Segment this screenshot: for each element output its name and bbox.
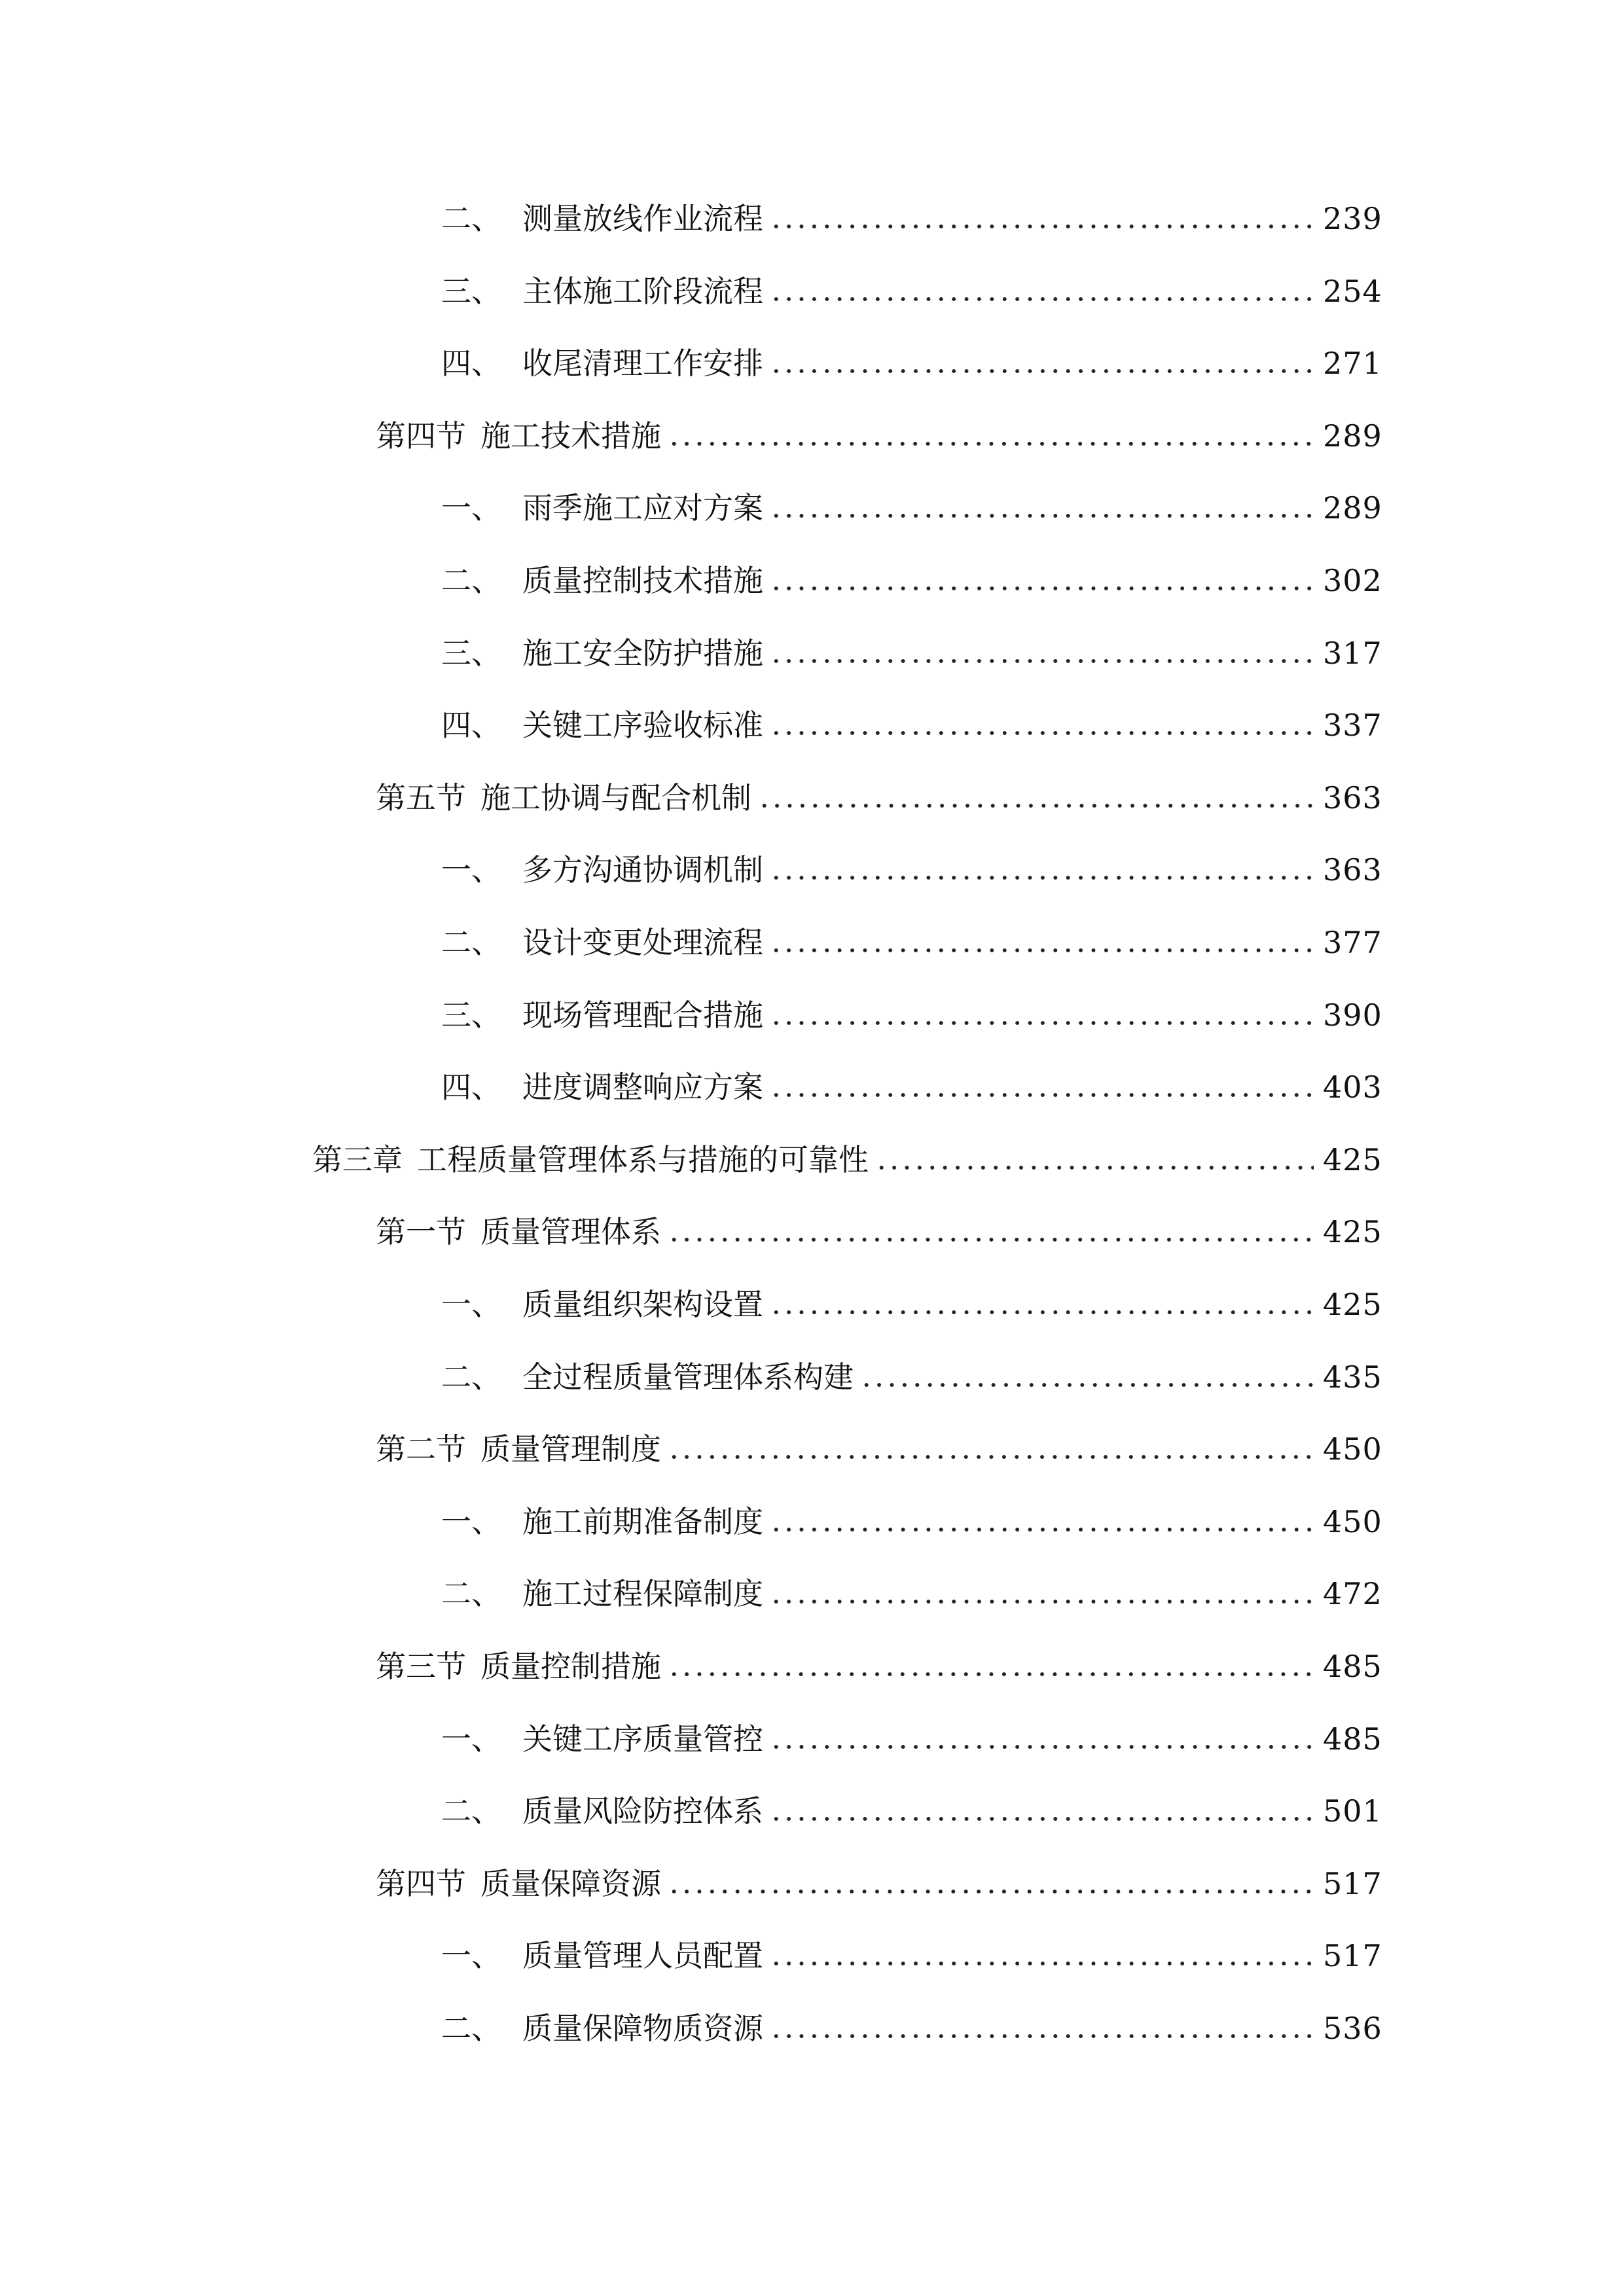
toc-dot-leader <box>770 844 1314 896</box>
toc-entry-label <box>441 699 763 751</box>
toc-dot-leader <box>668 1640 1314 1693</box>
toc-entry-page-number: 485 <box>1323 1649 1382 1684</box>
toc-entry-item[interactable] <box>441 554 1382 607</box>
toc-entry-page-number: 536 <box>1323 2011 1382 2046</box>
toc-entry-section[interactable] <box>376 1640 1382 1693</box>
toc-entry-page-number: 254 <box>1323 274 1382 309</box>
toc-entry-label <box>441 482 763 534</box>
toc-entry-number: 三、 <box>441 274 501 309</box>
toc-entry-label <box>441 916 763 969</box>
toc-entry-label <box>441 627 763 679</box>
toc-entry-title: 设计变更处理流程 <box>522 925 763 960</box>
toc-entry-number: 第一节 <box>376 1214 466 1249</box>
toc-entry-item[interactable] <box>441 1929 1382 1982</box>
toc-entry-label <box>441 1785 763 1837</box>
toc-dot-leader <box>770 554 1314 607</box>
toc-entry-title: 关键工序验收标准 <box>522 708 763 743</box>
toc-entry-title: 质量控制措施 <box>480 1649 661 1684</box>
toc-entry-title: 施工协调与配合机制 <box>480 780 751 816</box>
toc-entry-page-number: 517 <box>1323 1938 1382 1973</box>
toc-dot-leader <box>860 1351 1314 1403</box>
toc-dot-leader <box>668 1206 1314 1258</box>
toc-entry-label <box>441 989 763 1041</box>
toc-entry-title: 测量放线作业流程 <box>522 201 763 236</box>
toc-entry-label <box>441 1278 763 1331</box>
toc-entry-label <box>376 1206 661 1258</box>
toc-entry-number: 一、 <box>441 1721 501 1757</box>
toc-entry-item[interactable] <box>441 844 1382 896</box>
toc-dot-leader <box>770 1713 1314 1765</box>
toc-entry-title: 关键工序质量管控 <box>522 1721 763 1757</box>
toc-entry-title: 收尾清理工作安排 <box>522 346 763 381</box>
toc-entry-title: 质量控制技术措施 <box>522 563 763 598</box>
toc-entry-number: 第三章 <box>312 1142 403 1177</box>
toc-entry-page-number: 363 <box>1323 780 1382 816</box>
toc-entry-page-number: 450 <box>1323 1504 1382 1539</box>
toc-entry-number: 三、 <box>441 636 501 671</box>
toc-entry-number: 一、 <box>441 1938 501 1973</box>
toc-dot-leader <box>770 337 1314 389</box>
toc-entry-page-number: 317 <box>1323 636 1382 671</box>
toc-entry-title: 现场管理配合措施 <box>522 997 763 1033</box>
toc-entry-title: 多方沟通协调机制 <box>522 852 763 888</box>
toc-entry-number: 三、 <box>441 997 501 1033</box>
toc-entry-page-number: 337 <box>1323 708 1382 743</box>
toc-entry-number: 第二节 <box>376 1431 466 1467</box>
toc-dot-leader <box>770 1496 1314 1548</box>
toc-entry-item[interactable] <box>441 1061 1382 1113</box>
toc-entry-title: 全过程质量管理体系构建 <box>522 1359 854 1395</box>
toc-entry-page-number: 435 <box>1323 1359 1382 1395</box>
toc-entry-number: 四、 <box>441 1069 501 1105</box>
toc-dot-leader <box>668 1423 1314 1475</box>
toc-entry-title: 雨季施工应对方案 <box>522 490 763 526</box>
toc-entry-label <box>312 1134 869 1186</box>
toc-dot-leader <box>770 2002 1314 2054</box>
toc-entry-page-number: 517 <box>1323 1866 1382 1901</box>
toc-dot-leader <box>770 699 1314 751</box>
toc-entry-page-number: 501 <box>1323 1793 1382 1829</box>
toc-entry-page-number: 377 <box>1323 925 1382 960</box>
toc-entry-number: 二、 <box>441 563 501 598</box>
toc-dot-leader <box>770 627 1314 679</box>
toc-entry-page-number: 289 <box>1323 418 1382 454</box>
toc-dot-leader <box>668 1857 1314 1910</box>
toc-entry-title: 质量管理人员配置 <box>522 1938 763 1973</box>
toc-entry-label <box>376 1423 661 1475</box>
toc-entry-item[interactable] <box>441 1351 1382 1403</box>
toc-dot-leader <box>875 1134 1314 1186</box>
toc-entry-item[interactable] <box>441 1278 1382 1331</box>
toc-dot-leader <box>770 192 1314 245</box>
toc-entry-number: 一、 <box>441 490 501 526</box>
toc-entry-title: 进度调整响应方案 <box>522 1069 763 1105</box>
toc-entry-page-number: 425 <box>1323 1287 1382 1322</box>
toc-entry-number: 二、 <box>441 925 501 960</box>
toc-entry-title: 施工过程保障制度 <box>522 1576 763 1611</box>
toc-entry-label <box>441 1929 763 1982</box>
toc-dot-leader <box>770 1568 1314 1620</box>
toc-entry-page-number: 425 <box>1323 1214 1382 1249</box>
toc-entry-title: 质量管理体系 <box>480 1214 661 1249</box>
toc-dot-leader <box>758 772 1314 824</box>
toc-entry-number: 二、 <box>441 2011 501 2046</box>
toc-entry-page-number: 450 <box>1323 1431 1382 1467</box>
toc-entry-item[interactable] <box>441 192 1382 245</box>
toc-entry-title: 施工技术措施 <box>480 418 661 454</box>
toc-dot-leader <box>770 1061 1314 1113</box>
toc-entry-title: 质量组织架构设置 <box>522 1287 763 1322</box>
toc-entry-number: 二、 <box>441 1359 501 1395</box>
toc-entry-page-number: 302 <box>1323 563 1382 598</box>
toc-entry-label <box>441 1568 763 1620</box>
toc-entry-page-number: 403 <box>1323 1069 1382 1105</box>
toc-dot-leader <box>770 1278 1314 1331</box>
toc-entry-page-number: 485 <box>1323 1721 1382 1757</box>
toc-entry-title: 工程质量管理体系与措施的可靠性 <box>417 1142 869 1177</box>
toc-entry-item[interactable] <box>441 2002 1382 2054</box>
toc-entry-label <box>376 1640 661 1693</box>
toc-entry-title: 质量管理制度 <box>480 1431 661 1467</box>
toc-entry-title: 质量保障物质资源 <box>522 2011 763 2046</box>
toc-dot-leader <box>770 265 1314 317</box>
toc-entry-title: 质量风险防控体系 <box>522 1793 763 1829</box>
toc-entry-item[interactable] <box>441 627 1382 679</box>
toc-entry-item[interactable] <box>441 916 1382 969</box>
toc-entry-item[interactable] <box>441 1496 1382 1548</box>
toc-entry-item[interactable] <box>441 989 1382 1041</box>
toc-entry-page-number: 363 <box>1323 852 1382 888</box>
toc-entry-label <box>441 1496 763 1548</box>
toc-entry-item[interactable] <box>441 1713 1382 1765</box>
toc-entry-page-number: 472 <box>1323 1576 1382 1611</box>
toc-entry-label <box>441 2002 763 2054</box>
toc-entry-item[interactable] <box>441 265 1382 317</box>
toc-entry-label <box>441 192 763 245</box>
toc-entry-page-number: 289 <box>1323 490 1382 526</box>
toc-entry-page-number: 390 <box>1323 997 1382 1033</box>
toc-entry-number: 二、 <box>441 1576 501 1611</box>
toc-entry-item[interactable] <box>441 699 1382 751</box>
toc-entry-number: 一、 <box>441 852 501 888</box>
toc-entry-number: 四、 <box>441 708 501 743</box>
toc-entry-label <box>441 265 763 317</box>
toc-entry-title: 施工安全防护措施 <box>522 636 763 671</box>
toc-entry-number: 一、 <box>441 1287 501 1322</box>
toc-dot-leader <box>668 410 1314 462</box>
toc-entry-page-number: 271 <box>1323 346 1382 381</box>
toc-dot-leader <box>770 482 1314 534</box>
toc-entry-label <box>376 1857 661 1910</box>
toc-entry-number: 第四节 <box>376 1866 466 1901</box>
toc-entry-label <box>441 844 763 896</box>
toc-entry-item[interactable] <box>441 1568 1382 1620</box>
toc-entry-title: 质量保障资源 <box>480 1866 661 1901</box>
toc-entry-label <box>376 772 751 824</box>
toc-entry-item[interactable] <box>441 337 1382 389</box>
toc-entry-label <box>376 410 661 462</box>
toc-entry-section[interactable] <box>376 410 1382 462</box>
toc-entry-title: 施工前期准备制度 <box>522 1504 763 1539</box>
toc-entry-item[interactable] <box>441 482 1382 534</box>
toc-entry-section[interactable] <box>376 1206 1382 1258</box>
toc-entry-label <box>441 1713 763 1765</box>
toc-entry-number: 二、 <box>441 1793 501 1829</box>
toc-entry-number: 四、 <box>441 346 501 381</box>
toc-entry-section[interactable] <box>376 772 1382 824</box>
toc-entry-label <box>441 1061 763 1113</box>
toc-dot-leader <box>770 1785 1314 1837</box>
toc-dot-leader <box>770 989 1314 1041</box>
toc-entry-page-number: 425 <box>1323 1142 1382 1177</box>
toc-entry-label <box>441 337 763 389</box>
toc-entry-page-number: 239 <box>1323 201 1382 236</box>
toc-entry-section[interactable] <box>376 1857 1382 1910</box>
toc-entry-section[interactable] <box>376 1423 1382 1475</box>
toc-entry-label <box>441 554 763 607</box>
toc-entry-label <box>441 1351 854 1403</box>
toc-entry-number: 一、 <box>441 1504 501 1539</box>
toc-entry-title: 主体施工阶段流程 <box>522 274 763 309</box>
toc-dot-leader <box>770 1929 1314 1982</box>
toc-entry-number: 二、 <box>441 201 501 236</box>
toc-dot-leader <box>770 916 1314 969</box>
toc-entry-chapter[interactable] <box>312 1134 1382 1186</box>
toc-entry-number: 第三节 <box>376 1649 466 1684</box>
toc-entry-number: 第五节 <box>376 780 466 816</box>
toc-entry-item[interactable] <box>441 1785 1382 1837</box>
toc-entry-number: 第四节 <box>376 418 466 454</box>
